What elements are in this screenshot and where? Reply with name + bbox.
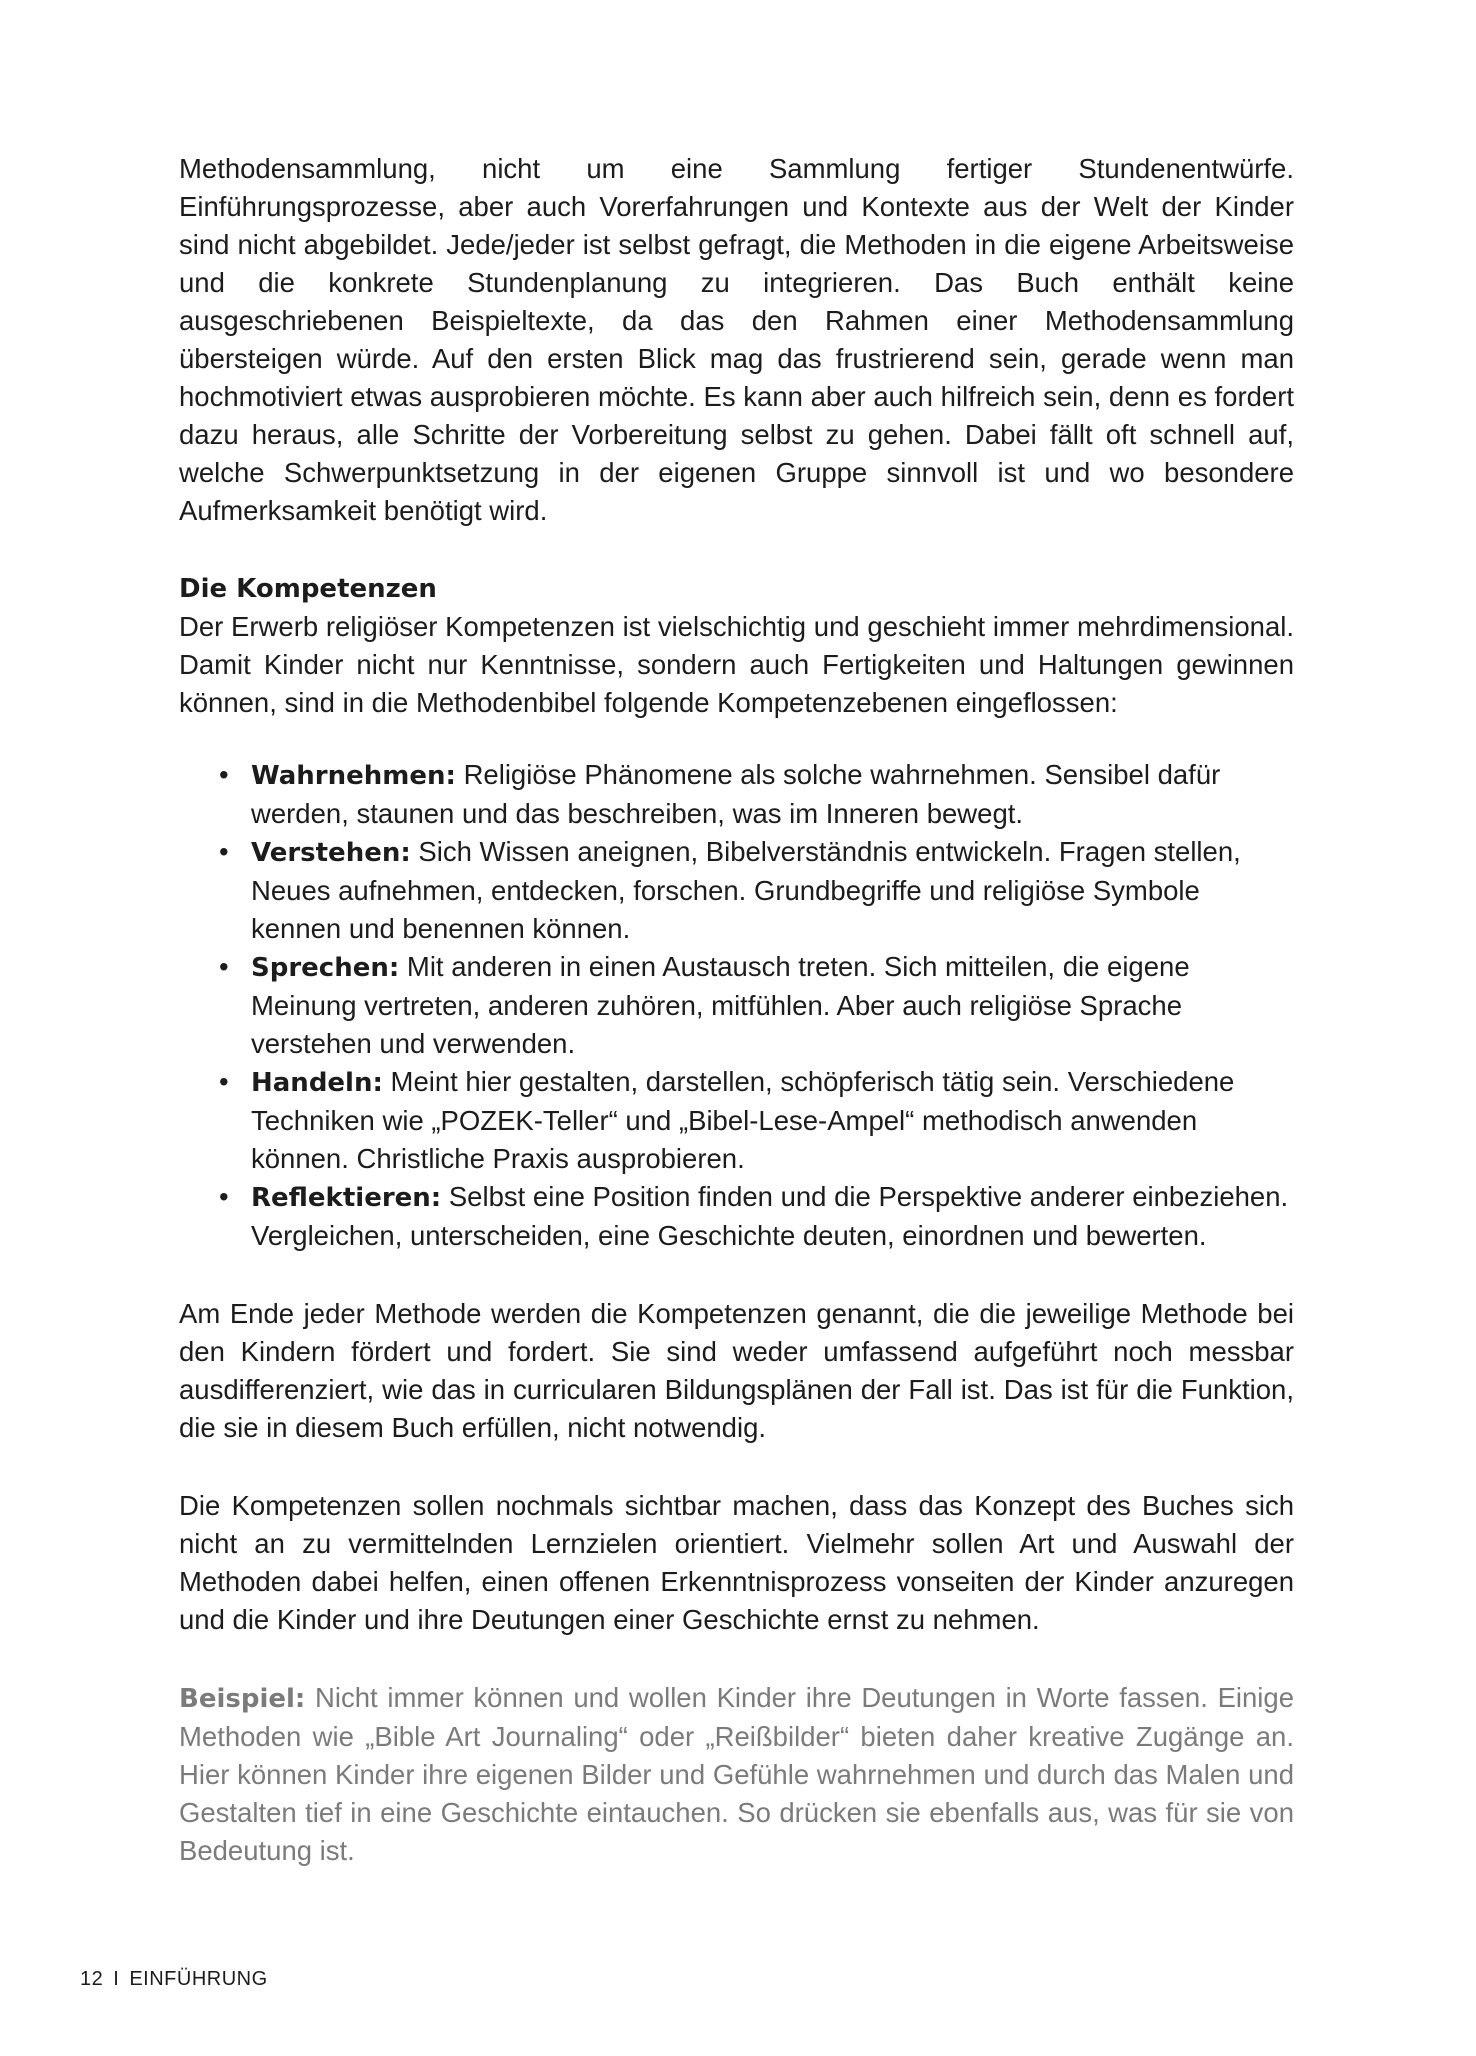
bullet-icon: • <box>219 759 229 790</box>
page-footer <box>80 1968 268 1991</box>
intro-paragraph: Methodensammlung, nicht um eine Sammlung fertiger Stundenentwürfe. Einführungsprozesse, aber auch Vorerfahrungen und Kontexte aus der Welt der Kinder sind nicht abgebildet. Jede/jeder ist selbst gefragt, die Methoden in die eigene Arbeitsweise und die konkrete Stundenplanung zu integrieren. Das Buch enthält keine ausgeschriebenen Beispieltexte, da das den Rahmen einer Methodensammlung übersteigen würde. Auf den ersten Blick mag das frustrierend sein, gerade wenn man hochmotiviert etwas ausprobieren möchte. Es kann aber auch hilfreich sein, denn es fordert dazu heraus, alle Schritte der Vorbereitung selbst zu gehen. Dabei fällt oft schnell auf, welche Schwerpunktsetzung in der eigenen Gruppe sinnvoll ist und wo besondere Aufmerksamkeit benötigt wird. <box>179 153 1294 526</box>
paragraph-competences-purpose: Die Kompetenzen sollen nochmals sichtbar machen, dass das Konzept des Buches sich nicht an zu vermittelnden Lernzielen orientiert. Vielmehr sollen Art und Auswahl der Methoden dabei helfen, einen offenen Erkenntnisprozess vonseiten der Kinder anzuregen und die Kinder und ihre Deutungen einer Geschichte ernst zu nehmen. <box>179 1490 1294 1635</box>
competence-description: Meint hier gestalten, darstellen, schöpferisch tätig sein. Verschiedene Techniken wie „POZEK-Teller“ und „Bibel-Lese-Ampel“ methodisch anwenden können. Christliche Praxis ausprobieren. <box>251 1066 1235 1174</box>
footer-separator: I <box>113 1968 120 1990</box>
chapter-title: EINFÜHRUNG <box>129 1968 268 1990</box>
competence-description: Sich Wissen aneignen, Bibelverständnis entwickeln. Fragen stellen, Neues aufnehmen, entdecken, forschen. Grundbegriffe und religiöse Symbole kennen und benennen können. <box>251 836 1241 944</box>
competence-description: Mit anderen in einen Austausch treten. Sich mitteilen, die eigene Meinung vertreten, anderen zuhören, mitfühlen. Aber auch religiöse Sprache verstehen und verwenden. <box>251 951 1190 1059</box>
competence-list <box>179 756 1294 1255</box>
competence-term: Verstehen: <box>251 838 411 868</box>
list-item <box>219 833 1294 948</box>
example-box <box>179 1679 1294 1870</box>
list-item <box>219 948 1294 1063</box>
bullet-icon: • <box>219 951 229 982</box>
list-item <box>219 1178 1294 1255</box>
competence-term: Reflektieren: <box>251 1183 442 1213</box>
competence-description: Religiöse Phänomene als solche wahrnehmen. Sensibel dafür werden, staunen und das beschreiben, was im Inneren bewegt. <box>251 759 1221 829</box>
bullet-icon: • <box>219 1066 229 1097</box>
list-item <box>219 1063 1294 1178</box>
section-heading: Die Kompetenzen <box>179 574 437 604</box>
paragraph-competences-end: Am Ende jeder Methode werden die Kompetenzen genannt, die die jeweilige Methode bei den Kindern fördert und fordert. Sie sind weder umfassend aufgeführt noch messbar ausdifferenziert, wie das in curricularen Bildungsplänen der Fall ist. Das ist für die Funktion, die sie in diesem Buch erfüllen, nicht notwendig. <box>179 1298 1294 1443</box>
competence-term: Handeln: <box>251 1068 383 1098</box>
competence-term: Wahrnehmen: <box>251 761 456 791</box>
competence-description: Selbst eine Position finden und die Perspektive anderer einbeziehen. Vergleichen, unterscheiden, eine Geschichte deuten, einordnen und bewerten. <box>251 1181 1289 1251</box>
bullet-icon: • <box>219 1181 229 1212</box>
example-text: Nicht immer können und wollen Kinder ihre Deutungen in Worte fassen. Einige Methoden wie „Bible Art Journaling“ oder „Reißbilder“ bieten daher kreative Zugänge an. Hier können Kinder ihre eigenen Bilder und Gefühle wahrnehmen und durch das Malen und Gestalten tief in eine Geschichte eintauchen. So drücken sie ebenfalls aus, was für sie von Bedeutung ist. <box>179 1682 1295 1866</box>
competence-term: Sprechen: <box>251 953 400 983</box>
example-label: Beispiel: <box>179 1684 306 1714</box>
page-body <box>179 150 1294 1870</box>
section-lead-paragraph: Der Erwerb religiöser Kompetenzen ist vielschichtig und geschieht immer mehrdimensional. Damit Kinder nicht nur Kenntnisse, sondern auch Fertigkeiten und Haltungen gewinnen können, sind in die Methodenbibel folgende Kompetenzebenen eingeflossen: <box>179 611 1294 718</box>
page-number: 12 <box>80 1968 104 1990</box>
bullet-icon: • <box>219 836 229 867</box>
list-item <box>219 756 1294 833</box>
